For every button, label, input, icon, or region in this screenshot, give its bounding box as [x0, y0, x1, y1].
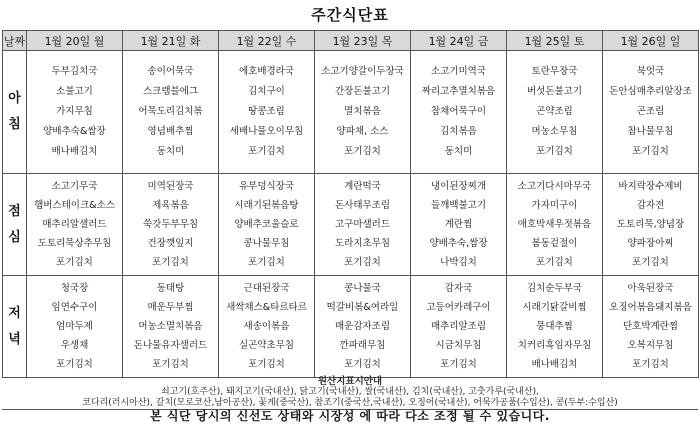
page-title: 주간식단표 — [311, 6, 389, 24]
origin-line: 쇠고기(호주산), 돼지고기(국내산), 닭고기(국내산), 쌀(국내산), 김치(국내산), 고춧가루(국내산), — [161, 387, 539, 397]
menu-item: 스크램블에그 — [142, 86, 199, 97]
header-row — [3, 31, 699, 51]
menu-item: 참채어묵구이 — [430, 106, 487, 117]
menu-item: 미역된장국 — [147, 181, 194, 192]
day-header: 1월 24일 금 — [411, 31, 507, 51]
origin-title: 원산지표시안내 — [317, 376, 383, 387]
menu-item: 소고기미역국 — [430, 66, 487, 77]
menu-item: 근대된장국 — [243, 283, 290, 294]
menu-item: 바지락장수제비 — [618, 181, 683, 192]
menu-item: 감자국 — [444, 283, 473, 294]
menu-item: 포기김치 — [56, 359, 93, 370]
menu-item: 유부덩식장국 — [238, 181, 295, 192]
menu-cell — [27, 174, 123, 276]
menu-item: 단호박계란찜 — [622, 321, 679, 332]
meal-label — [3, 174, 27, 276]
menu-item: 동태탕 — [156, 283, 185, 294]
origin-line: 코다리(러시아산), 갈치(모로코산,남아공산), 꽃게(중국산), 참조기(중국산,국내산), 오징어(국내산), 어묵가공품(수입산), 콩(두부:수입산) — [82, 398, 618, 408]
menu-cell — [507, 276, 603, 378]
menu-item: 양파채, 소스 — [336, 126, 389, 137]
menu-item: 매운감자조림 — [334, 321, 391, 332]
meal-label — [3, 51, 27, 174]
menu-item: 시금치무침 — [435, 340, 482, 351]
lunch-row — [3, 174, 699, 276]
origin-notice — [2, 376, 698, 410]
menu-item: 엄마두제 — [56, 321, 93, 332]
menu-item: 토란무장국 — [531, 66, 578, 77]
menu-item: 임연수구이 — [51, 302, 98, 313]
dinner-row — [3, 276, 699, 378]
menu-item: 매추리알조림 — [430, 321, 487, 332]
menu-item: 포기김치 — [632, 146, 669, 157]
header-label: 날짜 — [3, 31, 27, 51]
menu-item: 머농소멸치볶음 — [138, 321, 203, 332]
menu-item: 돈안심매추리알장조 — [609, 86, 692, 97]
menu-item: 짜리고추멸치볶음 — [421, 86, 496, 97]
menu-item: 동치미 — [156, 146, 185, 157]
menu-item: 건장깻잎지 — [147, 238, 194, 249]
menu-item: 나박김치 — [440, 257, 477, 268]
menu-item: 포기김치 — [248, 257, 285, 268]
menu-item: 포기김치 — [152, 359, 189, 370]
menu-item: 버섯돈불고기 — [526, 86, 583, 97]
menu-item: 곤약조림 — [536, 106, 573, 117]
menu-item: 깐파래무침 — [339, 340, 386, 351]
menu-item: 소불고기 — [56, 86, 93, 97]
meal-label-char: 아 — [8, 91, 21, 106]
menu-item: 에호배경라국 — [238, 66, 295, 77]
menu-item: 도토리묵,양념장 — [616, 219, 685, 230]
menu-cell — [603, 276, 699, 378]
menu-cell — [219, 276, 315, 378]
menu-item: 참나물무침 — [627, 126, 674, 137]
menu-item: 오복지무침 — [627, 340, 674, 351]
menu-item: 배나배김치 — [51, 146, 98, 157]
menu-cell — [27, 51, 123, 174]
menu-item: 김치순두부국 — [526, 283, 583, 294]
meal-label-char: 점 — [8, 203, 21, 219]
menu-item: 계란찜 — [444, 219, 473, 230]
menu-item: 포기김치 — [536, 146, 573, 157]
menu-item: 떡갈비볶&여라일 — [326, 302, 399, 313]
menu-item: 새송이볶음 — [243, 321, 290, 332]
menu-item: 고구마샐러드 — [334, 219, 391, 230]
menu-cell — [603, 174, 699, 276]
menu-item: 땅콩조림 — [248, 106, 285, 117]
menu-item: 쑥갓두부무침 — [142, 219, 199, 230]
menu-item: 애호박새우젓볶음 — [517, 219, 592, 230]
menu-item: 냉이된장찌개 — [430, 181, 487, 192]
menu-item: 김치볶음 — [440, 126, 477, 137]
menu-item: 송이어묵국 — [147, 66, 194, 77]
menu-item: 봄동겉절이 — [531, 238, 578, 249]
menu-cell — [123, 174, 219, 276]
menu-cell — [219, 174, 315, 276]
meal-label — [3, 276, 27, 378]
menu-cell — [603, 51, 699, 174]
menu-cell — [411, 174, 507, 276]
meal-label-char: 녁 — [8, 331, 21, 347]
menu-item: 매운두부찜 — [147, 302, 194, 313]
day-header: 1월 25일 토 — [507, 31, 603, 51]
menu-item: 콩나물무침 — [243, 238, 290, 249]
menu-item: 포기김치 — [440, 359, 477, 370]
menu-item: 매추리알샐러드 — [42, 219, 107, 230]
menu-item: 시래기된볶음탕 — [234, 200, 299, 211]
menu-cell — [507, 174, 603, 276]
menu-item: 시래기닭갈비찜 — [522, 302, 587, 313]
menu-item: 도라지초무침 — [334, 238, 391, 249]
menu-item: 뭉대추찜 — [536, 321, 573, 332]
day-header: 1월 20일 월 — [27, 31, 123, 51]
meal-label-char: 심 — [8, 229, 21, 245]
meal-label-char: 저 — [8, 305, 21, 321]
day-header: 1월 21일 화 — [123, 31, 219, 51]
menu-item: 콩나물국 — [344, 283, 381, 294]
menu-item: 소고기다시마무국 — [517, 181, 592, 192]
menu-item: 오징어볶음돼지볶음 — [609, 302, 692, 313]
menu-item: 포기김치 — [152, 257, 189, 268]
menu-item: 머농소무침 — [531, 126, 578, 137]
menu-item: 포기김치 — [344, 146, 381, 157]
menu-item: 양배추숙&쌈장 — [43, 126, 106, 137]
menu-item: 가지무침 — [56, 106, 93, 117]
menu-item: 청국장 — [60, 283, 89, 294]
menu-cell — [507, 51, 603, 174]
menu-item: 포기김치 — [344, 359, 381, 370]
menu-item: 소고기양갈이두장국 — [321, 66, 404, 77]
menu-cell — [219, 51, 315, 174]
menu-item: 치커리흑임자무침 — [517, 340, 592, 351]
menu-cell — [27, 276, 123, 378]
menu-item: 곤조림 — [636, 106, 665, 117]
menu-item: 가자미구이 — [531, 200, 578, 211]
day-header: 1월 26일 일 — [603, 31, 699, 51]
menu-item: 포기김치 — [536, 257, 573, 268]
menu-cell — [123, 51, 219, 174]
menu-item: 들깨백불고기 — [430, 200, 487, 211]
menu-item: 포기김치 — [632, 359, 669, 370]
menu-item: 계란떡국 — [344, 181, 381, 192]
menu-cell — [411, 51, 507, 174]
menu-item: 포기김치 — [248, 146, 285, 157]
menu-item: 영념배추찜 — [147, 126, 194, 137]
menu-item: 양배추코울슬로 — [234, 219, 299, 230]
day-header: 1월 22일 수 — [219, 31, 315, 51]
day-header: 1월 23일 목 — [315, 31, 411, 51]
menu-item: 어묵도리김치볶 — [138, 106, 203, 117]
menu-cell — [315, 174, 411, 276]
menu-item: 포기김치 — [56, 257, 93, 268]
menu-cell — [123, 276, 219, 378]
menu-item: 우생채 — [60, 340, 89, 351]
breakfast-row — [3, 51, 699, 174]
menu-item: 햄버스테이크&소스 — [34, 200, 115, 211]
menu-item: 양배추숙,쌈장 — [429, 238, 488, 249]
menu-item: 간장돈불고기 — [334, 86, 391, 97]
menu-item: 양파장아찌 — [627, 238, 674, 249]
menu-item: 도토리묵상추무침 — [37, 238, 112, 249]
menu-item: 돈사태무조림 — [334, 200, 391, 211]
menu-item: 새싹채스&타르타르 — [226, 302, 307, 313]
menu-item: 포기김치 — [344, 257, 381, 268]
menu-item: 김치구이 — [248, 86, 285, 97]
menu-item: 세배나물오이무침 — [229, 126, 304, 137]
menu-item: 북엇국 — [636, 66, 665, 77]
menu-item: 두부김치국 — [51, 66, 98, 77]
menu-item: 동치미 — [444, 146, 473, 157]
menu-item: 아욱된장국 — [627, 283, 674, 294]
menu-item: 포기김치 — [248, 359, 285, 370]
meal-label-char: 침 — [8, 117, 21, 132]
menu-item: 제육볶음 — [152, 200, 189, 211]
menu-cell — [411, 276, 507, 378]
menu-cell — [315, 51, 411, 174]
menu-cell — [315, 276, 411, 378]
adjustment-notice: 본 식단 당시의 신선도 상태와 시장성 에 따라 다소 조정 될 수 있습니다. — [150, 409, 550, 423]
menu-item: 소고기무국 — [51, 181, 98, 192]
menu-item: 배나배김치 — [531, 359, 578, 370]
menu-item: 고등어카레구이 — [426, 302, 491, 313]
menu-item: 감자전 — [636, 200, 665, 211]
menu-item: 실곤약초무침 — [238, 340, 295, 351]
menu-item: 포기김치 — [632, 257, 669, 268]
menu-item: 멸치볶음 — [344, 106, 381, 117]
menu-item: 돈나물유자샐러드 — [133, 340, 208, 351]
menu-table — [2, 30, 699, 378]
